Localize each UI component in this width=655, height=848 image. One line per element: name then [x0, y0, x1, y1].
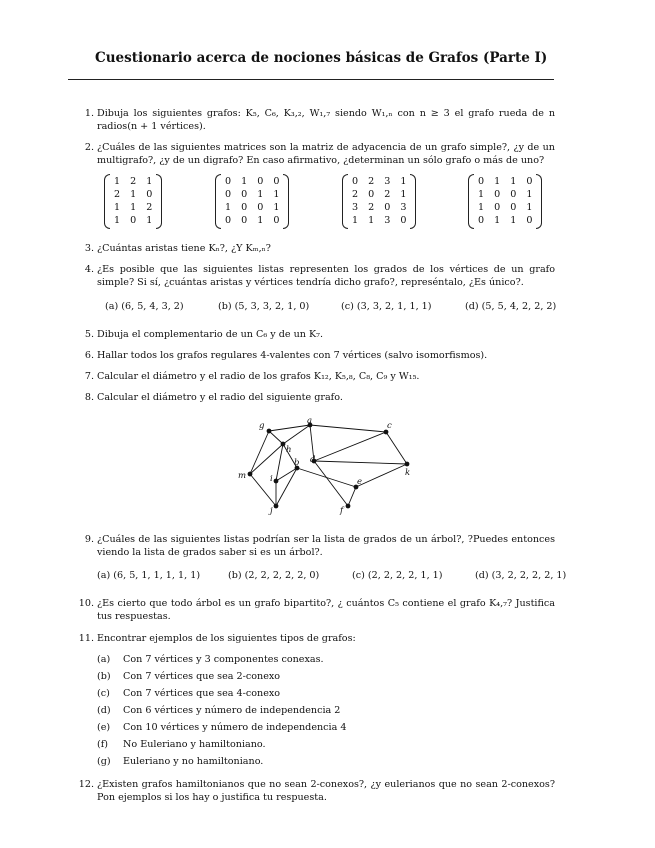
vertex-g [267, 429, 272, 434]
question-number: 7. [84, 371, 94, 382]
matrix-4 [468, 174, 542, 229]
option-c: (c) (3, 3, 2, 1, 1, 1) [341, 301, 432, 312]
question-number: 3. [84, 243, 94, 254]
matrix-cell: 2 [368, 202, 375, 213]
matrix-cell: 1 [257, 215, 264, 226]
vertex-label-j: j [270, 506, 273, 516]
matrix-cell: 1 [225, 202, 232, 213]
vertex-label-f: f [340, 506, 344, 516]
option-b: (b) (5, 3, 3, 2, 1, 0) [218, 301, 310, 312]
question-text: Calcular el diámetro y el radio del siguiente grafo. [97, 392, 343, 403]
subitem-label: (a) [97, 654, 111, 665]
matrix-cell: 2 [384, 189, 391, 200]
matrix-cell: 1 [146, 215, 153, 226]
matrix-cell: 0 [257, 176, 264, 187]
question-text: Calcular el diámetro y el radio de los grafos K₁₂, K₅,₈, C₈, C₉ y W₁₅. [97, 371, 420, 382]
option-a: (a) (6, 5, 1, 1, 1, 1, 1) [97, 570, 201, 581]
matrix-cell: 0 [494, 202, 501, 213]
matrix-cell: 0 [526, 176, 533, 187]
matrix-cell: 1 [478, 202, 485, 213]
graph-vertices [248, 423, 410, 509]
matrix-cell: 2 [114, 189, 121, 200]
option-a: (a) (6, 5, 4, 3, 2) [105, 301, 184, 312]
vertex-label-g: g [259, 421, 265, 431]
matrix-3 [342, 174, 416, 229]
question-text: ¿Cuáles de las siguientes listas podrían ser la lista de grados de un árbol?, ?Puedes entonces viendo la lista de grados saber si es un árbol?. [97, 534, 555, 558]
question-text: Dibuja los siguientes grafos: K₅, C₆, K₃,₂, W₁,₇ siendo W₁,ₙ con n ≥ 3 el grafo rueda de n radios(n + 1 vértices). [97, 108, 555, 132]
question-number: 12. [78, 779, 94, 790]
vertex-label-c: c [387, 421, 392, 431]
matrix-cell: 1 [510, 215, 517, 226]
right-paren [536, 174, 542, 229]
matrix-cell: 0 [130, 215, 137, 226]
matrix-cell: 1 [273, 202, 280, 213]
matrix-cell: 1 [526, 189, 533, 200]
subitem-text: Euleriano y no hamiltoniano. [123, 756, 264, 767]
matrix-cell: 0 [225, 215, 232, 226]
matrix-cell: 0 [273, 176, 280, 187]
matrix-cell: 0 [241, 215, 248, 226]
vertex-f [346, 504, 351, 509]
right-paren [410, 174, 416, 229]
question-text: ¿Es cierto que todo árbol es un grafo bipartito?, ¿ cuántos C₅ contiene el grafo K₄,₇? Justifica tus respuestas. [97, 598, 555, 622]
vertex-label-a: a [307, 416, 313, 426]
matrix-cell: 0 [352, 176, 359, 187]
option-c: (c) (2, 2, 2, 2, 1, 1) [352, 570, 443, 581]
subitem-label: (f) [97, 739, 109, 750]
graph-figure [230, 416, 430, 516]
question-number: 4. [84, 264, 94, 275]
matrix-cell: 0 [478, 215, 485, 226]
matrix-cell: 1 [146, 176, 153, 187]
vertex-label-e: e [357, 477, 363, 487]
matrix-cell: 1 [130, 202, 137, 213]
question-number: 8. [84, 392, 94, 403]
matrix-cell: 1 [400, 189, 407, 200]
question-text: ¿Es posible que las siguientes listas representen los grados de los vértices de un grafo simple? Si sí, ¿cuántas aristas y vértices tendría dicho grafo?, represéntalo, ¿Es único?. [97, 264, 555, 288]
vertex-i [274, 479, 279, 484]
question-number: 11. [78, 633, 94, 644]
vertex-j [274, 504, 279, 509]
option-d: (d) (5, 5, 4, 2, 2, 2) [465, 301, 557, 312]
matrix-cell: 0 [257, 202, 264, 213]
matrix-cell: 2 [146, 202, 153, 213]
question-text: ¿Existen grafos hamiltonianos que no sean 2-conexos?, ¿y eulerianos que no sean 2-conexos? Pon ejemplos si los hay o justifica tu respuesta. [97, 779, 555, 803]
subitem-text: No Euleriano y hamiltoniano. [123, 739, 266, 750]
vertex-label-d: d [310, 455, 316, 465]
matrix-cell: 1 [368, 215, 375, 226]
vertex-m [248, 472, 253, 477]
subitem-label: (c) [97, 688, 110, 699]
matrix-cell: 0 [225, 189, 232, 200]
question-number: 10. [78, 598, 94, 609]
vertex-label-b: b [294, 458, 300, 468]
matrix-cell: 0 [510, 189, 517, 200]
question-text: Dibuja el complementario de un C₆ y de un K₇. [97, 329, 324, 340]
option-b: (b) (2, 2, 2, 2, 2, 0) [228, 570, 320, 581]
matrix-grid [221, 174, 283, 229]
matrix-cell: 1 [114, 215, 121, 226]
question-number: 9. [84, 534, 94, 545]
question-number: 2. [84, 142, 94, 153]
matrix-cell: 0 [225, 176, 232, 187]
subitem-text: Con 7 vértices que sea 4-conexo [123, 688, 281, 699]
vertex-h [281, 442, 286, 447]
option-d: (d) (3, 2, 2, 2, 2, 1) [475, 570, 567, 581]
matrix-cell: 3 [384, 215, 391, 226]
matrix-cell: 1 [510, 176, 517, 187]
matrix-grid [474, 174, 536, 229]
matrix-cell: 0 [478, 176, 485, 187]
matrix-2 [215, 174, 289, 229]
subitem-text: Con 7 vértices y 3 componentes conexas. [123, 654, 324, 665]
vertex-label-i: i [270, 474, 273, 484]
vertex-label-h: h [286, 445, 292, 455]
question-number: 1. [84, 108, 94, 119]
matrix-cell: 0 [241, 189, 248, 200]
subitem-label: (d) [97, 705, 111, 716]
subitem-label: (e) [97, 722, 111, 733]
matrix-cell: 1 [494, 176, 501, 187]
subitem-text: Con 6 vértices y número de independencia 2 [123, 705, 341, 716]
matrix-cell: 1 [114, 176, 121, 187]
question-text: Hallar todos los grafos regulares 4-valentes con 7 vértices (salvo isomorfismos). [97, 350, 488, 361]
subitem-label: (g) [97, 756, 111, 767]
matrix-cell: 1 [257, 189, 264, 200]
matrix-cell: 1 [352, 215, 359, 226]
matrix-cell: 0 [526, 215, 533, 226]
matrix-cell: 1 [478, 189, 485, 200]
matrix-cell: 1 [130, 189, 137, 200]
vertex-label-m: m [238, 471, 247, 481]
matrix-cell: 3 [352, 202, 359, 213]
subitem-text: Con 7 vértices que sea 2-conexo [123, 671, 281, 682]
matrix-cell: 1 [114, 202, 121, 213]
matrix-cell: 1 [241, 176, 248, 187]
matrix-cell: 0 [494, 189, 501, 200]
matrix-cell: 1 [526, 202, 533, 213]
matrix-grid [110, 174, 156, 229]
matrix-cell: 3 [384, 176, 391, 187]
subitem-text: Con 10 vértices y número de independencia 4 [123, 722, 347, 733]
matrix-cell: 3 [400, 202, 407, 213]
question-text: Encontrar ejemplos de los siguientes tipos de grafos: [97, 633, 356, 644]
graph-edges [250, 425, 407, 506]
matrix-cell: 2 [368, 176, 375, 187]
subitem-label: (b) [97, 671, 111, 682]
matrix-cell: 0 [273, 215, 280, 226]
matrix-cell: 0 [368, 189, 375, 200]
matrix-1 [104, 174, 162, 229]
right-paren [156, 174, 162, 229]
matrix-cell: 1 [273, 189, 280, 200]
right-paren [283, 174, 289, 229]
matrix-cell: 1 [400, 176, 407, 187]
question-text: ¿Cuáles de las siguientes matrices son la matriz de adyacencia de un grafo simple?, ¿y de un multigrafo?, ¿y de un digrafo? En caso afirmativo, ¿determinan un sólo grafo o más de uno? [97, 142, 555, 166]
matrix-grid [348, 174, 410, 229]
question-number: 6. [84, 350, 94, 361]
page-title: Cuestionario acerca de nociones básicas de Grafos (Parte I) [95, 50, 548, 66]
matrix-cell: 0 [384, 202, 391, 213]
matrix-cell: 0 [146, 189, 153, 200]
matrix-cell: 2 [130, 176, 137, 187]
matrix-cell: 2 [352, 189, 359, 200]
vertex-k [405, 462, 410, 467]
matrix-cell: 1 [494, 215, 501, 226]
matrix-cell: 0 [241, 202, 248, 213]
question-number: 5. [84, 329, 94, 340]
matrix-cell: 0 [510, 202, 517, 213]
vertex-label-k: k [405, 468, 411, 478]
question-text: ¿Cuántas aristas tiene Kₙ?, ¿Y Kₘ,ₙ? [97, 243, 271, 254]
matrix-cell: 0 [400, 215, 407, 226]
